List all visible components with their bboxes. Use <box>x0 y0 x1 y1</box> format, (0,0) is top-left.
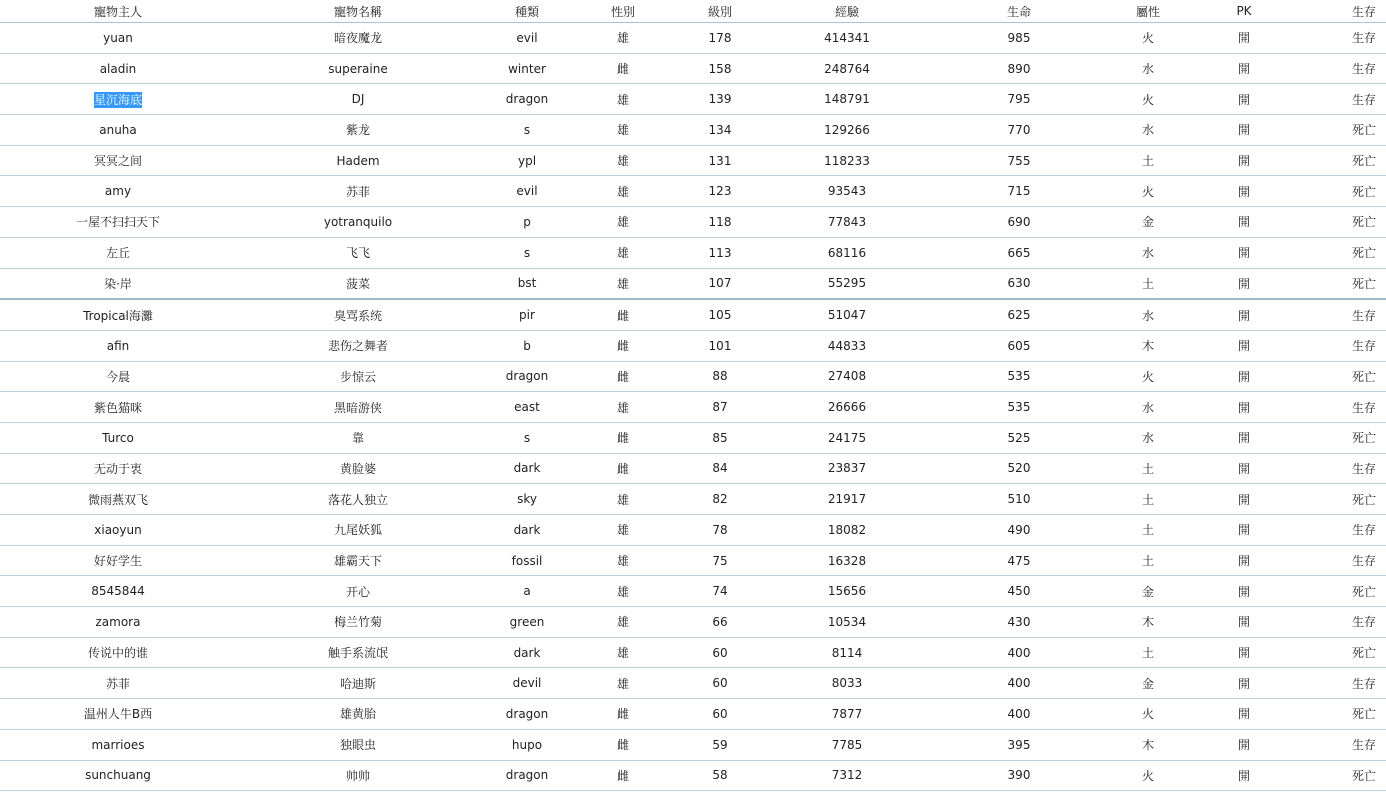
cell-kind: s <box>480 237 574 268</box>
cell-survival: 生存 <box>1304 607 1386 638</box>
table-row <box>0 53 1386 84</box>
cell-level: 178 <box>672 23 768 54</box>
cell-level: 87 <box>672 392 768 423</box>
cell-life: 535 <box>926 361 1112 392</box>
cell-survival: 生存 <box>1304 330 1386 361</box>
cell-level: 158 <box>672 53 768 84</box>
cell-kind: devil <box>480 668 574 699</box>
cell-level: 60 <box>672 699 768 730</box>
cell-level: 66 <box>672 607 768 638</box>
cell-sex: 雄 <box>574 484 672 515</box>
cell-attribute: 金 <box>1112 207 1184 238</box>
table-row <box>0 699 1386 730</box>
cell-owner: 传说中的谁 <box>0 637 236 668</box>
header-owner: 寵物主人 <box>0 0 236 23</box>
cell-experience: 8033 <box>768 668 926 699</box>
cell-kind: hupo <box>480 729 574 760</box>
cell-experience: 77843 <box>768 207 926 238</box>
cell-attribute: 土 <box>1112 637 1184 668</box>
cell-pet-name: 哈迪斯 <box>236 668 480 699</box>
cell-sex: 雌 <box>574 53 672 84</box>
table-row <box>0 545 1386 576</box>
header-sex: 性別 <box>574 0 672 23</box>
cell-level: 60 <box>672 637 768 668</box>
cell-pk: 開 <box>1184 668 1304 699</box>
cell-attribute: 火 <box>1112 699 1184 730</box>
cell-sex: 雄 <box>574 115 672 146</box>
cell-life: 795 <box>926 84 1112 115</box>
cell-pk: 開 <box>1184 699 1304 730</box>
cell-owner: 无动于衷 <box>0 453 236 484</box>
cell-experience: 8114 <box>768 637 926 668</box>
cell-life: 985 <box>926 23 1112 54</box>
cell-sex: 雄 <box>574 23 672 54</box>
cell-experience: 68116 <box>768 237 926 268</box>
header-pet-name: 寵物名稱 <box>236 0 480 23</box>
cell-owner: amy <box>0 176 236 207</box>
cell-level: 58 <box>672 760 768 791</box>
cell-pk: 開 <box>1184 729 1304 760</box>
cell-pet-name: 黄脸婆 <box>236 453 480 484</box>
table-row <box>0 145 1386 176</box>
cell-attribute: 水 <box>1112 422 1184 453</box>
table-row <box>0 23 1386 54</box>
cell-kind: p <box>480 207 574 238</box>
cell-experience: 23837 <box>768 453 926 484</box>
cell-pk: 開 <box>1184 23 1304 54</box>
cell-owner: xiaoyun <box>0 515 236 546</box>
cell-sex: 雄 <box>574 176 672 207</box>
cell-pk: 開 <box>1184 760 1304 791</box>
table-row <box>0 176 1386 207</box>
cell-owner: sunchuang <box>0 760 236 791</box>
cell-survival: 生存 <box>1304 515 1386 546</box>
cell-pet-name: yotranquilo <box>236 207 480 238</box>
cell-kind: east <box>480 392 574 423</box>
cell-owner: marrioes <box>0 729 236 760</box>
cell-survival: 生存 <box>1304 299 1386 330</box>
cell-pet-name: 九尾妖狐 <box>236 515 480 546</box>
cell-level: 105 <box>672 299 768 330</box>
cell-life: 395 <box>926 729 1112 760</box>
cell-kind: bst <box>480 268 574 299</box>
cell-pet-name: 臭骂系统 <box>236 299 480 330</box>
table-row <box>0 484 1386 515</box>
cell-level: 74 <box>672 576 768 607</box>
cell-kind: sky <box>480 484 574 515</box>
cell-survival: 生存 <box>1304 668 1386 699</box>
cell-attribute: 水 <box>1112 237 1184 268</box>
header-survival: 生存 <box>1304 0 1386 23</box>
cell-pet-name: superaine <box>236 53 480 84</box>
table-row <box>0 330 1386 361</box>
cell-life: 630 <box>926 268 1112 299</box>
table-row <box>0 729 1386 760</box>
cell-sex: 雌 <box>574 453 672 484</box>
cell-pk: 開 <box>1184 392 1304 423</box>
cell-life: 390 <box>926 760 1112 791</box>
cell-pet-name: 开心 <box>236 576 480 607</box>
cell-sex: 雄 <box>574 84 672 115</box>
cell-survival: 死亡 <box>1304 176 1386 207</box>
cell-sex: 雌 <box>574 299 672 330</box>
cell-survival: 死亡 <box>1304 637 1386 668</box>
cell-sex: 雄 <box>574 237 672 268</box>
cell-pet-name: 菠菜 <box>236 268 480 299</box>
cell-survival: 生存 <box>1304 53 1386 84</box>
cell-pet-name: 帅帅 <box>236 760 480 791</box>
cell-experience: 248764 <box>768 53 926 84</box>
table-row <box>0 515 1386 546</box>
cell-life: 525 <box>926 422 1112 453</box>
cell-sex: 雄 <box>574 576 672 607</box>
cell-pet-name: 梅兰竹菊 <box>236 607 480 638</box>
cell-pk: 開 <box>1184 545 1304 576</box>
cell-pet-name: 靠 <box>236 422 480 453</box>
header-pk: PK <box>1184 0 1304 23</box>
cell-survival: 死亡 <box>1304 145 1386 176</box>
cell-level: 118 <box>672 207 768 238</box>
cell-pet-name: 落花人独立 <box>236 484 480 515</box>
cell-owner <box>0 84 236 115</box>
cell-owner: Turco <box>0 422 236 453</box>
cell-sex: 雄 <box>574 268 672 299</box>
cell-sex: 雌 <box>574 361 672 392</box>
header-experience: 經驗 <box>768 0 926 23</box>
cell-kind: winter <box>480 53 574 84</box>
cell-kind: s <box>480 422 574 453</box>
cell-survival: 生存 <box>1304 392 1386 423</box>
table-row <box>0 576 1386 607</box>
cell-attribute: 水 <box>1112 299 1184 330</box>
cell-attribute: 火 <box>1112 84 1184 115</box>
cell-attribute: 木 <box>1112 607 1184 638</box>
cell-survival: 死亡 <box>1304 115 1386 146</box>
cell-survival: 死亡 <box>1304 484 1386 515</box>
cell-survival: 死亡 <box>1304 576 1386 607</box>
table-row <box>0 237 1386 268</box>
cell-attribute: 木 <box>1112 729 1184 760</box>
cell-experience: 148791 <box>768 84 926 115</box>
cell-attribute: 土 <box>1112 145 1184 176</box>
cell-pk: 開 <box>1184 299 1304 330</box>
cell-pet-name: DJ <box>236 84 480 115</box>
cell-experience: 26666 <box>768 392 926 423</box>
cell-attribute: 火 <box>1112 361 1184 392</box>
cell-owner: anuha <box>0 115 236 146</box>
cell-experience: 129266 <box>768 115 926 146</box>
cell-pk: 開 <box>1184 268 1304 299</box>
cell-life: 690 <box>926 207 1112 238</box>
table-row <box>0 299 1386 330</box>
cell-sex: 雌 <box>574 330 672 361</box>
cell-experience: 44833 <box>768 330 926 361</box>
cell-level: 139 <box>672 84 768 115</box>
cell-owner: 今晨 <box>0 361 236 392</box>
cell-pet-name: 独眼虫 <box>236 729 480 760</box>
cell-attribute: 土 <box>1112 515 1184 546</box>
cell-kind: dark <box>480 515 574 546</box>
table-row <box>0 84 1386 115</box>
cell-attribute: 土 <box>1112 484 1184 515</box>
cell-experience: 51047 <box>768 299 926 330</box>
cell-owner: 温州人牛B西 <box>0 699 236 730</box>
cell-survival: 死亡 <box>1304 237 1386 268</box>
cell-attribute: 木 <box>1112 330 1184 361</box>
cell-life: 400 <box>926 637 1112 668</box>
table-row <box>0 637 1386 668</box>
cell-pet-name: 苏菲 <box>236 176 480 207</box>
cell-pk: 開 <box>1184 115 1304 146</box>
cell-life: 755 <box>926 145 1112 176</box>
cell-level: 113 <box>672 237 768 268</box>
cell-kind: ypl <box>480 145 574 176</box>
cell-attribute: 火 <box>1112 23 1184 54</box>
cell-level: 84 <box>672 453 768 484</box>
cell-level: 101 <box>672 330 768 361</box>
cell-pk: 開 <box>1184 237 1304 268</box>
cell-level: 60 <box>672 668 768 699</box>
cell-life: 430 <box>926 607 1112 638</box>
cell-experience: 18082 <box>768 515 926 546</box>
cell-experience: 414341 <box>768 23 926 54</box>
table-row <box>0 361 1386 392</box>
cell-level: 75 <box>672 545 768 576</box>
table-row <box>0 668 1386 699</box>
cell-kind: pir <box>480 299 574 330</box>
cell-sex: 雄 <box>574 668 672 699</box>
cell-life: 475 <box>926 545 1112 576</box>
cell-life: 715 <box>926 176 1112 207</box>
cell-pk: 開 <box>1184 637 1304 668</box>
cell-life: 535 <box>926 392 1112 423</box>
cell-attribute: 土 <box>1112 453 1184 484</box>
cell-sex: 雌 <box>574 699 672 730</box>
cell-owner: 染·岸 <box>0 268 236 299</box>
cell-attribute: 水 <box>1112 392 1184 423</box>
cell-pet-name: 悲伤之舞者 <box>236 330 480 361</box>
cell-experience: 10534 <box>768 607 926 638</box>
cell-sex: 雄 <box>574 145 672 176</box>
cell-sex: 雌 <box>574 422 672 453</box>
cell-experience: 118233 <box>768 145 926 176</box>
cell-experience: 21917 <box>768 484 926 515</box>
cell-kind: green <box>480 607 574 638</box>
table-row <box>0 392 1386 423</box>
cell-owner: yuan <box>0 23 236 54</box>
cell-sex: 雌 <box>574 729 672 760</box>
cell-pet-name: 触手系流氓 <box>236 637 480 668</box>
table-row <box>0 453 1386 484</box>
cell-pk: 開 <box>1184 422 1304 453</box>
cell-experience: 24175 <box>768 422 926 453</box>
cell-life: 400 <box>926 668 1112 699</box>
cell-survival: 生存 <box>1304 545 1386 576</box>
cell-kind: evil <box>480 23 574 54</box>
cell-level: 78 <box>672 515 768 546</box>
cell-experience: 7312 <box>768 760 926 791</box>
header-attribute: 屬性 <box>1112 0 1184 23</box>
cell-kind: dark <box>480 637 574 668</box>
cell-pk: 開 <box>1184 53 1304 84</box>
cell-pk: 開 <box>1184 361 1304 392</box>
cell-pk: 開 <box>1184 515 1304 546</box>
cell-survival: 生存 <box>1304 84 1386 115</box>
cell-attribute: 金 <box>1112 668 1184 699</box>
cell-kind: evil <box>480 176 574 207</box>
cell-pk: 開 <box>1184 145 1304 176</box>
cell-experience: 7877 <box>768 699 926 730</box>
cell-life: 625 <box>926 299 1112 330</box>
cell-level: 88 <box>672 361 768 392</box>
cell-pet-name: 雄霸天下 <box>236 545 480 576</box>
cell-pk: 開 <box>1184 607 1304 638</box>
cell-pk: 開 <box>1184 176 1304 207</box>
cell-survival: 生存 <box>1304 729 1386 760</box>
cell-kind: dragon <box>480 699 574 730</box>
cell-owner: 好好学生 <box>0 545 236 576</box>
cell-level: 82 <box>672 484 768 515</box>
cell-pk: 開 <box>1184 453 1304 484</box>
cell-survival: 死亡 <box>1304 268 1386 299</box>
cell-kind: dark <box>480 453 574 484</box>
table-row <box>0 207 1386 238</box>
cell-owner: 8545844 <box>0 576 236 607</box>
cell-owner: 一屋不扫扫天下 <box>0 207 236 238</box>
cell-attribute: 土 <box>1112 268 1184 299</box>
cell-life: 510 <box>926 484 1112 515</box>
table-header-row <box>0 0 1386 23</box>
cell-sex: 雄 <box>574 207 672 238</box>
cell-owner: 紫色猫咪 <box>0 392 236 423</box>
cell-experience: 27408 <box>768 361 926 392</box>
cell-experience: 16328 <box>768 545 926 576</box>
cell-pet-name: 雄黄胎 <box>236 699 480 730</box>
cell-attribute: 水 <box>1112 115 1184 146</box>
cell-sex: 雄 <box>574 545 672 576</box>
cell-survival: 死亡 <box>1304 207 1386 238</box>
cell-life: 770 <box>926 115 1112 146</box>
cell-life: 450 <box>926 576 1112 607</box>
cell-survival: 死亡 <box>1304 361 1386 392</box>
cell-owner: 冥冥之间 <box>0 145 236 176</box>
table-body <box>0 23 1386 791</box>
cell-pk: 開 <box>1184 576 1304 607</box>
cell-pk: 開 <box>1184 84 1304 115</box>
cell-kind: s <box>480 115 574 146</box>
cell-pet-name: 飞飞 <box>236 237 480 268</box>
cell-owner: aladin <box>0 53 236 84</box>
cell-sex: 雄 <box>574 607 672 638</box>
cell-attribute: 土 <box>1112 545 1184 576</box>
cell-life: 400 <box>926 699 1112 730</box>
table-row <box>0 422 1386 453</box>
cell-survival: 生存 <box>1304 453 1386 484</box>
cell-level: 85 <box>672 422 768 453</box>
cell-sex: 雄 <box>574 637 672 668</box>
cell-experience: 55295 <box>768 268 926 299</box>
cell-kind: a <box>480 576 574 607</box>
cell-owner: 左丘 <box>0 237 236 268</box>
cell-kind: dragon <box>480 84 574 115</box>
cell-pet-name: Hadem <box>236 145 480 176</box>
cell-experience: 93543 <box>768 176 926 207</box>
table-row <box>0 760 1386 791</box>
cell-sex: 雄 <box>574 392 672 423</box>
cell-pk: 開 <box>1184 207 1304 238</box>
header-level: 級別 <box>672 0 768 23</box>
cell-owner: afin <box>0 330 236 361</box>
cell-level: 59 <box>672 729 768 760</box>
cell-survival: 死亡 <box>1304 760 1386 791</box>
cell-kind: dragon <box>480 760 574 791</box>
cell-survival: 生存 <box>1304 23 1386 54</box>
cell-life: 520 <box>926 453 1112 484</box>
cell-owner: 微雨燕双飞 <box>0 484 236 515</box>
cell-survival: 死亡 <box>1304 699 1386 730</box>
cell-life: 605 <box>926 330 1112 361</box>
cell-pet-name: 紫龙 <box>236 115 480 146</box>
cell-level: 107 <box>672 268 768 299</box>
cell-pet-name: 暗夜魔龙 <box>236 23 480 54</box>
cell-survival: 死亡 <box>1304 422 1386 453</box>
cell-life: 890 <box>926 53 1112 84</box>
cell-life: 490 <box>926 515 1112 546</box>
cell-sex: 雄 <box>574 515 672 546</box>
cell-kind: b <box>480 330 574 361</box>
cell-level: 131 <box>672 145 768 176</box>
header-kind: 種類 <box>480 0 574 23</box>
cell-kind: fossil <box>480 545 574 576</box>
cell-pk: 開 <box>1184 330 1304 361</box>
cell-level: 123 <box>672 176 768 207</box>
cell-experience: 7785 <box>768 729 926 760</box>
cell-pet-name: 黑暗游侠 <box>236 392 480 423</box>
cell-owner: Tropical海灘 <box>0 299 236 330</box>
cell-life: 665 <box>926 237 1112 268</box>
cell-sex: 雌 <box>574 760 672 791</box>
cell-attribute: 水 <box>1112 53 1184 84</box>
cell-level: 134 <box>672 115 768 146</box>
cell-experience: 15656 <box>768 576 926 607</box>
cell-pet-name: 步惊云 <box>236 361 480 392</box>
cell-owner: zamora <box>0 607 236 638</box>
cell-owner: 苏菲 <box>0 668 236 699</box>
cell-kind: dragon <box>480 361 574 392</box>
selected-text: 星沉海底 <box>93 92 142 107</box>
cell-attribute: 金 <box>1112 576 1184 607</box>
cell-attribute: 火 <box>1112 176 1184 207</box>
header-life: 生命 <box>926 0 1112 23</box>
table-row <box>0 115 1386 146</box>
table-row <box>0 607 1386 638</box>
cell-pk: 開 <box>1184 484 1304 515</box>
cell-attribute: 火 <box>1112 760 1184 791</box>
table-row <box>0 268 1386 299</box>
